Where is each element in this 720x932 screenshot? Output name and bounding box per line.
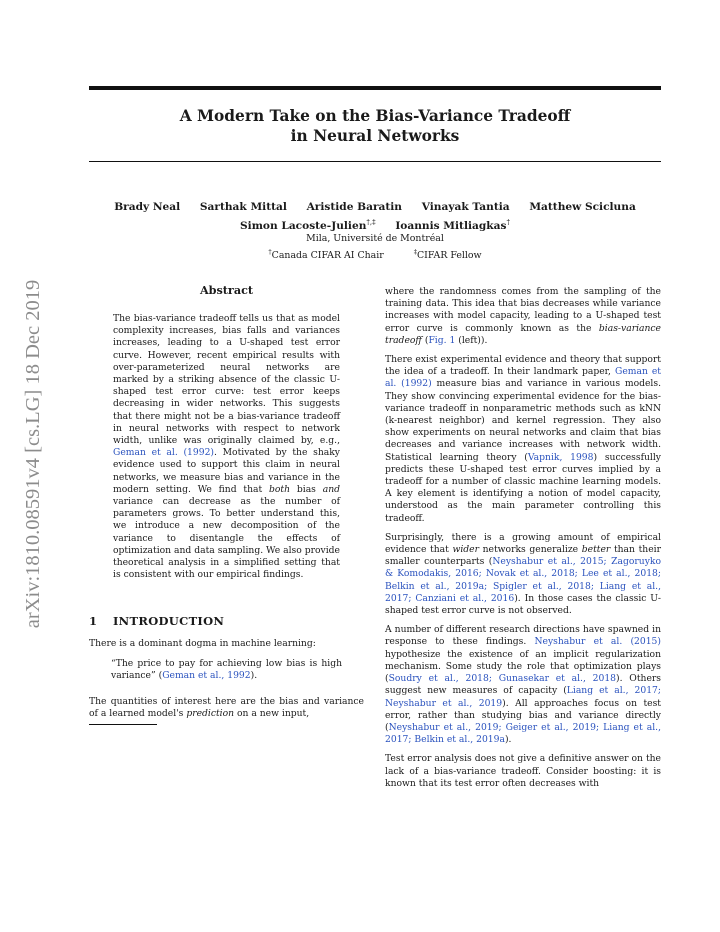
footnote-rule — [89, 724, 157, 725]
abstract-text: The bias-variance tradeoff tells us that as model complexity increases, bias falls and variances increases, leading to a U-shaped test error curve. However, recent empirical results with over-parameterized neural networks are marked by a striking absence of the classic U-shaped test error curve: test error keeps decreasing in wider networks. This suggests that there might not be a bias-variance tradeoff in neural networks with respect to network width, unlike was originally claimed by, e.g., — [113, 313, 340, 447]
body-text: A number of different research directions have spawned in response to these findings. — [385, 624, 661, 648]
quote-text: “The price to pay for achieving low bias is high variance” ( — [111, 657, 342, 681]
body-paragraph — [385, 532, 661, 617]
author-name: Matthew Scicluna — [529, 201, 636, 213]
author-name: Brady Neal — [114, 201, 181, 213]
body-paragraph: Test error analysis does not give a definitive answer on the lack of a bias-variance tradeoff. Consider boosting: it is known that its test error often decreases with — [385, 753, 661, 789]
author-row-2 — [89, 215, 661, 234]
author-entry — [240, 220, 376, 232]
author-name: Vinayak Tantia — [421, 201, 510, 213]
citation-link[interactable]: Neyshabur et al., 2015; Zagoruyko & Komodakis, 2016; Novak et al., 2018; Lee et al., 2018; Belkin et al., 2019a; Spigler et al., 2018; Liang et al., 2017; Canziani et al., 2016 — [385, 556, 661, 604]
fellow-mark: ‡ — [413, 247, 417, 256]
figure-link[interactable]: Fig. 1 — [428, 334, 456, 346]
citation-link[interactable]: Neyshabur et al. (2015) — [534, 636, 661, 648]
title-top-rule — [89, 86, 661, 90]
section-heading-introduction — [89, 614, 364, 628]
affiliation-marks: † — [506, 218, 510, 226]
body-text: (left)). — [455, 334, 488, 346]
affiliations — [89, 232, 661, 262]
body-text: There exist experimental evidence and theory that support the idea of a tradeoff. In their landmark paper, — [385, 354, 661, 378]
author-list — [89, 200, 661, 234]
body-text: hypothesize the existence of an implicit regularization mechanism. Some study the role that optimization plays ( — [385, 648, 661, 685]
abstract-text: bias — [290, 483, 323, 495]
body-text: networks generalize — [478, 544, 582, 556]
emphasis-text: and — [322, 483, 340, 495]
citation-link[interactable]: Liang et al., 2017; Neyshabur et al., 2019 — [385, 685, 661, 709]
arxiv-identifier-text: arXiv:1810.08591v4 [cs.LG] 18 Dec 2019 — [22, 279, 44, 629]
body-text: on a new input, — [234, 708, 310, 720]
author-name: Ioannis Mitliagkas — [395, 219, 507, 232]
paper-title-line-1: A Modern Take on the Bias-Variance Tradeoff — [179, 107, 571, 125]
abstract-text: . Motivated by the shaky evidence used to support this claim in neural networks, we measure bias and variance in the modern setting. We find that — [113, 447, 340, 495]
citation-link[interactable]: Neyshabur et al., 2019; Geiger et al., 2019; Liang et al., 2017; Belkin et al., 2019a — [385, 721, 661, 746]
emphasis-text: bias-variance tradeoff — [385, 322, 661, 346]
affiliation-marks: †,‡ — [366, 218, 376, 226]
body-text: measure bias and variance in various models. They show convincing experimental evidence for the bias-variance tradeoff in nonparametric methods such as kNN (k-nearest neighbor) and kernel regression. They also show experiments on neural networks and claim that bias decreases and variance increases with network width. Statistical learning theory ( — [385, 378, 661, 463]
intro-quote — [111, 658, 342, 682]
chair-note: Canada CIFAR AI Chair — [271, 249, 384, 261]
arxiv-identifier-stamp — [16, 248, 50, 660]
paper-title — [89, 106, 661, 146]
right-column — [385, 286, 661, 797]
body-paragraph — [385, 354, 661, 525]
body-text: ). In those cases the classic U-shaped test error curve is not observed. — [385, 592, 661, 617]
emphasis-text: better — [581, 544, 611, 556]
body-text: The quantities of interest here are the bias and variance of a learned model's — [89, 696, 364, 720]
body-text: Surprisingly, there is a growing amount of empirical evidence that — [385, 531, 661, 556]
citation-link[interactable]: Geman et al. (1992) — [385, 366, 661, 390]
citation-link[interactable]: Soudry et al., 2018; Gunasekar et al., 2018 — [388, 673, 617, 685]
body-paragraph — [385, 286, 661, 347]
author-entry — [395, 220, 510, 232]
body-text: than their smaller counterparts ( — [385, 544, 661, 568]
citation-link[interactable]: Vapnik, 1998 — [527, 451, 594, 463]
citation-link[interactable]: Geman et al. (1992) — [113, 447, 215, 459]
body-text: ). All approaches focus on test error, rather than studying bias and variance directly ( — [385, 697, 661, 733]
intro-paragraph: There is a dominant dogma in machine learning: — [89, 638, 316, 650]
fellow-note: CIFAR Fellow — [416, 249, 482, 261]
body-text: ). — [504, 734, 512, 746]
abstract-heading: Abstract — [199, 283, 254, 297]
author-row-1 — [89, 200, 661, 215]
citation-link[interactable]: Geman et al., 1992 — [162, 669, 251, 681]
body-text: ( — [421, 334, 429, 346]
section-number: 1 — [89, 614, 98, 629]
body-text: where the randomness comes from the sampling of the training data. This idea that bias decreases while variance increases with model capacity, leading to a U-shaped test error curve is commonly known as the — [385, 286, 661, 334]
section-title: INTRODUCTION — [113, 614, 225, 629]
emphasis-text: wider — [452, 544, 479, 556]
institution: Mila, Université de Montréal — [306, 233, 444, 244]
quote-text: ). — [250, 669, 258, 681]
emphasis-text: prediction — [186, 708, 235, 720]
intro-paragraph — [89, 696, 364, 720]
author-name: Aristide Baratin — [306, 201, 403, 213]
left-column — [89, 283, 364, 725]
author-name: Simon Lacoste-Julien — [240, 219, 367, 232]
chair-mark: † — [268, 247, 272, 256]
body-text: ) successfully predicts these U-shaped test error curves implied by a tradeoff for a number of classic machine learning models. A key element is identifying a notion of model capacity, understood as the main parameter controlling this tradeoff. — [385, 451, 662, 524]
body-paragraph — [385, 624, 661, 746]
author-name: Sarthak Mittal — [199, 201, 287, 213]
abstract-body — [113, 313, 340, 581]
affiliation-notes — [89, 246, 661, 263]
paper-title-line-2: in Neural Networks — [290, 127, 460, 145]
body-text: ). Others suggest new measures of capacity ( — [385, 673, 661, 697]
title-bottom-rule — [89, 161, 661, 162]
emphasis-text: both — [269, 483, 291, 495]
abstract-text: variance can decrease as the number of parameters grows. To better understand this, we introduce a new decomposition of the variance to disentangle the effects of optimization and data sampling. We also provide theoretical analysis in a simplified setting that is consistent with our empirical findings. — [113, 496, 340, 581]
